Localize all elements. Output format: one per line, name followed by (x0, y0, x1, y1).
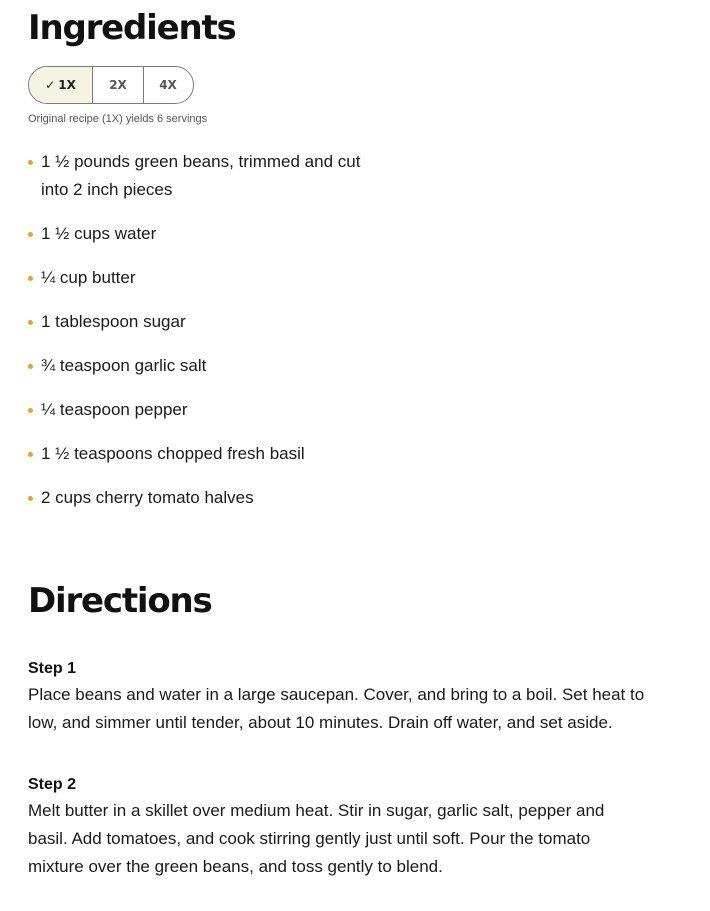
step-label: Step 2 (28, 776, 77, 793)
ingredient-item: ¼ cup butter (28, 264, 388, 292)
step-text: Melt butter in a skillet over medium heat. Stir in sugar, garlic salt, pepper and basil. Add tomatoes, and cook stirring gently just until soft. Pour the tomato mixture over the green beans, and toss gently to blend. (28, 801, 605, 876)
scale-4x-label: 4X (159, 78, 177, 92)
scale-1x-label: 1X (58, 78, 76, 92)
scale-4x-button[interactable] (144, 67, 192, 103)
ingredient-item: 1 ½ teaspoons chopped fresh basil (28, 440, 388, 468)
scale-2x-label: 2X (109, 78, 127, 92)
ingredient-item: 2 cups cherry tomato halves (28, 484, 388, 512)
servings-scale-toggle (28, 66, 194, 104)
scale-2x-button[interactable] (93, 67, 144, 103)
ingredient-item: ¼ teaspoon pepper (28, 396, 388, 424)
step-text: Place beans and water in a large saucepan. Cover, and bring to a boil. Set heat to low, and simmer until tender, about 10 minutes. Drain off water, and set aside. (28, 685, 645, 732)
directions-heading: Directions (28, 581, 212, 621)
yield-note: Original recipe (1X) yields 6 servings (28, 113, 208, 125)
ingredient-list (28, 148, 388, 528)
ingredient-item: ¾ teaspoon garlic salt (28, 352, 388, 380)
direction-step (28, 657, 648, 737)
ingredient-item: 1 tablespoon sugar (28, 308, 388, 336)
scale-1x-button[interactable] (29, 67, 93, 103)
direction-step (28, 773, 648, 881)
ingredients-heading: Ingredients (28, 8, 236, 48)
check-icon: ✓ (45, 78, 56, 92)
step-label: Step 1 (28, 660, 77, 677)
ingredient-item: 1 ½ cups water (28, 220, 388, 248)
ingredient-item: 1 ½ pounds green beans, trimmed and cut into 2 inch pieces (28, 148, 388, 204)
